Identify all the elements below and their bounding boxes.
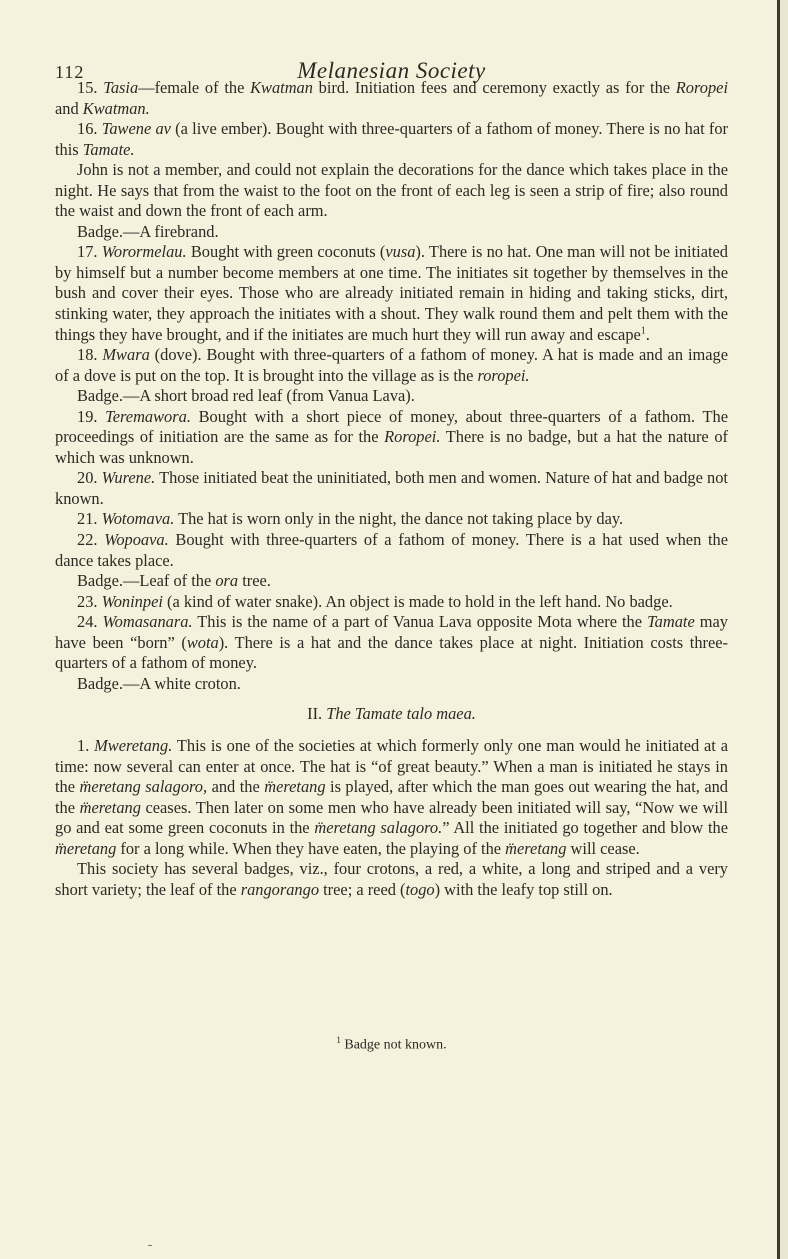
italic-term: Teremawora. <box>105 406 191 426</box>
page-binding-shadow <box>777 0 780 1259</box>
footnote <box>55 1035 728 1054</box>
paragraph <box>55 674 728 695</box>
paragraph <box>55 242 728 345</box>
text-run: 1. <box>77 735 95 755</box>
text-run: Badge.—A firebrand. <box>77 221 219 241</box>
paragraph <box>55 530 728 571</box>
paragraph <box>55 571 728 592</box>
italic-term: Kwatman <box>250 78 313 97</box>
scan-mark <box>148 1245 152 1246</box>
footnote-reference: 1 <box>640 325 646 337</box>
text-run: 24. <box>77 612 103 632</box>
italic-term: Wotomava. <box>101 509 175 529</box>
text-run: This is one of the societies at which formerly only one man would he initiated at a time: now several can enter at once. The hat is “of great beauty.” When a man is initiated he stays in the <box>55 735 729 797</box>
italic-term: Roropei. <box>384 427 441 447</box>
italic-term: vusa <box>385 242 416 262</box>
text-run: 21. <box>77 509 102 529</box>
text-run: tree. <box>238 571 271 591</box>
italic-term: Wopoava. <box>104 530 169 550</box>
italic-term: m̈eretang <box>505 838 567 858</box>
italic-term: Worormelau. <box>101 242 187 262</box>
text-run: This society has several badges, viz., four crotons, a red, a white, a long and striped and a very short variety; the leaf of the <box>55 859 728 899</box>
paragraph <box>55 345 728 386</box>
text-run: Bought with a short piece of money, about three-quarters of a fathom. The proceedings of initiation are the same as for the <box>55 406 728 447</box>
text-run: (a live ember). Bought with three-quarters of a fathom of money. There is no hat for this <box>55 119 728 159</box>
italic-term: Womasanara. <box>102 612 193 632</box>
italic-term: The Tamate talo maea. <box>326 704 476 724</box>
text-run: There is no badge, but a hat the nature of which was unknown. <box>55 427 728 467</box>
text-run: 20. <box>77 468 102 488</box>
text-run: (dove). Bought with three-quarters of a fathom of money. A hat is made and an image of a dove is put on the top. It is brought into the village as is the <box>55 345 728 385</box>
paragraph <box>55 160 728 222</box>
text-run: Badge.—Leaf of the <box>77 571 216 591</box>
text-run: is played, after which the man goes out wearing the hat, and the <box>55 777 728 817</box>
text-run: ) with the leafy top still on. <box>434 879 613 899</box>
italic-term: m̈eretang salagoro, <box>79 777 208 797</box>
text-run: 15. <box>77 78 104 97</box>
paragraph <box>55 78 728 119</box>
italic-term: m̈eretang <box>55 838 117 858</box>
text-run: Those initiated beat the uninitiated, both men and women. Nature of hat and badge not known. <box>55 468 728 508</box>
italic-term: m̈eretang <box>79 797 141 817</box>
footnote-text: Badge not known. <box>344 1037 447 1053</box>
text-run: for a long while. When they have eaten, the playing of the <box>116 838 506 858</box>
paragraph <box>55 468 728 509</box>
footnote-marker: 1 <box>336 1035 341 1045</box>
paragraph <box>55 407 728 469</box>
italic-term: m̈eretang salagoro. <box>314 818 443 838</box>
page-number: 112 <box>55 62 85 82</box>
paragraph <box>55 222 728 243</box>
text-run: ). There is a hat and the dance takes place at night. Initiation costs three-quarters of a fathom of money. <box>55 632 728 673</box>
text-run: ” All the initiated go together and blow the <box>442 818 728 838</box>
running-title: Melanesian Society <box>297 58 486 83</box>
text-run: This is the name of a part of Vanua Lava opposite Mota where the <box>192 612 648 632</box>
text-run: 23. <box>77 591 102 611</box>
text-run: tree; a reed ( <box>319 879 406 899</box>
text-run: bird. Initiation fees and ceremony exactly as for the <box>312 78 676 97</box>
text-run: and the <box>207 777 265 797</box>
italic-term: togo <box>405 879 435 899</box>
italic-term: rangorango <box>240 879 320 899</box>
text-run: II. <box>307 704 327 724</box>
italic-term: Tawene av <box>101 119 171 139</box>
page-body <box>55 78 728 900</box>
italic-term: Tasia <box>103 78 139 97</box>
text-run: and <box>55 98 83 118</box>
italic-term: roropei. <box>477 365 530 385</box>
italic-term: Mweretang. <box>94 735 173 755</box>
text-run: Bought with green coconuts ( <box>186 242 386 262</box>
text-run: Bought with three-quarters of a fathom of money. There is a hat used when the dance takes place. <box>55 530 729 570</box>
section-heading <box>55 704 728 725</box>
paragraph <box>55 612 728 674</box>
paragraph <box>55 509 728 530</box>
paragraph <box>55 386 728 407</box>
paragraph <box>55 592 728 613</box>
text-run: 22. <box>77 530 105 550</box>
text-run: The hat is worn only in the night, the dance not taking place by day. <box>174 509 624 529</box>
italic-term: Wurene. <box>101 468 156 488</box>
paragraph <box>55 859 728 900</box>
text-run: will cease. <box>566 838 640 858</box>
text-run: may have been “born” ( <box>55 612 728 652</box>
text-run: ). There is no hat. One man will not be initiated by himself but a number become members at one time. The initiates sit together by themselves in the bush and cover their eyes. Those who are already initiated remain in hiding and taking sticks, dirt, stinking water, they approach the initiates with a shout. They walk round them and pelt them with the things they have brought, and if the initiates are much hurt they will run away and escape <box>55 242 728 344</box>
text-run: . <box>645 324 650 344</box>
italic-term: Tamate <box>647 612 695 632</box>
text-run: 17. <box>77 242 102 262</box>
text-run: ceases. Then later on some men who have already been initiated will say, “Now we will go and eat some green coconuts in the <box>55 797 728 838</box>
text-run: —female of the <box>138 78 251 97</box>
text-run: (a kind of water snake). An object is made to hold in the left hand. No badge. <box>162 591 673 611</box>
italic-term: Tamate. <box>82 139 135 159</box>
paragraph <box>55 736 728 859</box>
text-run: 16. <box>77 119 102 139</box>
italic-term: Roropei <box>675 78 728 97</box>
italic-term: m̈eretang <box>264 777 326 797</box>
italic-term: wota <box>186 632 219 652</box>
italic-term: Mwara <box>102 345 150 365</box>
text-run: 19. <box>77 406 106 426</box>
text-run: John is not a member, and could not explain the decorations for the dance which takes place in the night. He says that from the waist to the foot on the front of each leg is seen a strip of fire; also round the waist and down the front of each arm. <box>55 160 728 221</box>
text-run: Badge.—A short broad red leaf (from Vanua Lava). <box>77 386 415 406</box>
italic-term: ora <box>215 571 239 591</box>
paragraph <box>55 119 728 160</box>
page-edge <box>780 0 788 1259</box>
text-run: 18. <box>77 345 103 365</box>
text-run: Badge.—A white croton. <box>77 673 241 693</box>
italic-term: Kwatman. <box>82 98 150 118</box>
italic-term: Woninpei <box>101 591 163 611</box>
